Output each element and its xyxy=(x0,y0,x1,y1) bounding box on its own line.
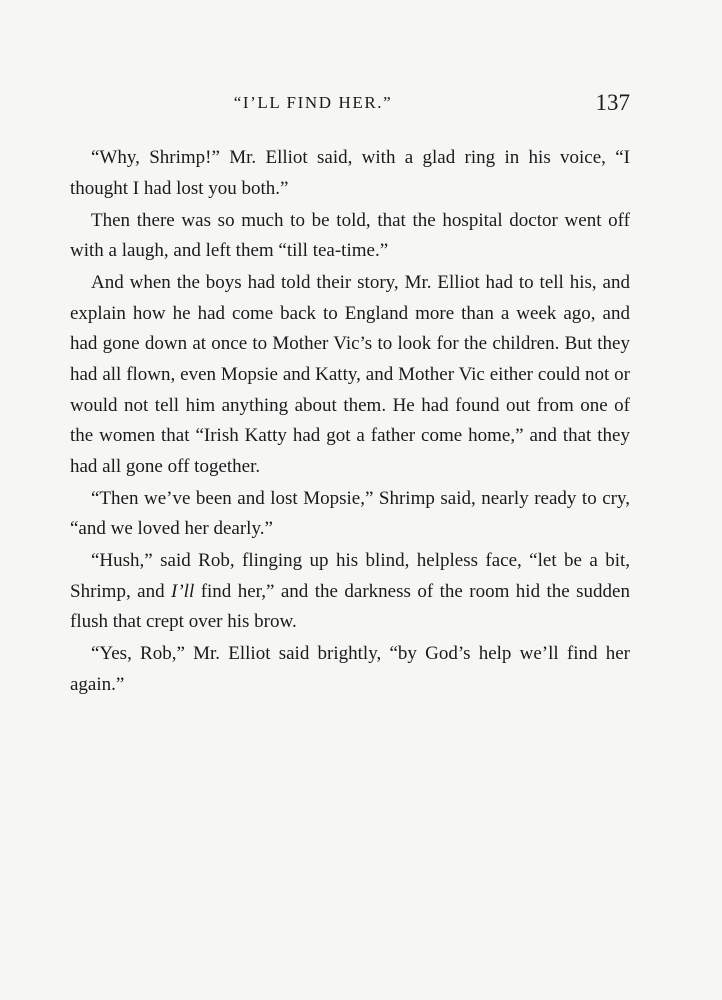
paragraph-5-text-after: find her,” and the darkness of the room hid the sudden flush that crept over his brow. xyxy=(70,580,630,633)
paragraph-5-text-before: “Hush,” said Rob, flinging up his blind, helpless face, “let be a bit, Shrimp, and xyxy=(70,550,630,602)
running-title: “I’LL FIND HER.” xyxy=(233,93,393,112)
paragraph-5 xyxy=(70,546,630,638)
running-head xyxy=(70,90,630,120)
paragraph-1: “Why, Shrimp!” Mr. Elliot said, with a glad ring in his voice, “I thought I had lost you both.” xyxy=(70,147,630,199)
body-text xyxy=(70,143,630,702)
paragraph-6: “Yes, Rob,” Mr. Elliot said brightly, “by God’s help we’ll find her again.” xyxy=(70,643,630,696)
paragraph-4: “Then we’ve been and lost Mopsie,” Shrimp said, nearly ready to cry, “and we loved her dearly.” xyxy=(70,487,630,540)
paragraph-2: Then there was so much to be told, that the hospital doctor went off with a laugh, and left them “till tea-time.” xyxy=(70,209,630,262)
paragraph-3: And when the boys had told their story, Mr. Elliot had to tell his, and explain how he had come back to England more than a week ago, and had gone down at once to Mother Vic’s to look for the children. But they had all flown, even Mopsie and Katty, and Mother Vic either could not or would not tell him anything about them. He had found out from one of the women that “Irish Katty had got a father come home,” and that they had all gone off together. xyxy=(70,272,630,477)
paragraph-5-emphasis: I’ll xyxy=(171,580,195,602)
page-number: 137 xyxy=(595,90,630,115)
